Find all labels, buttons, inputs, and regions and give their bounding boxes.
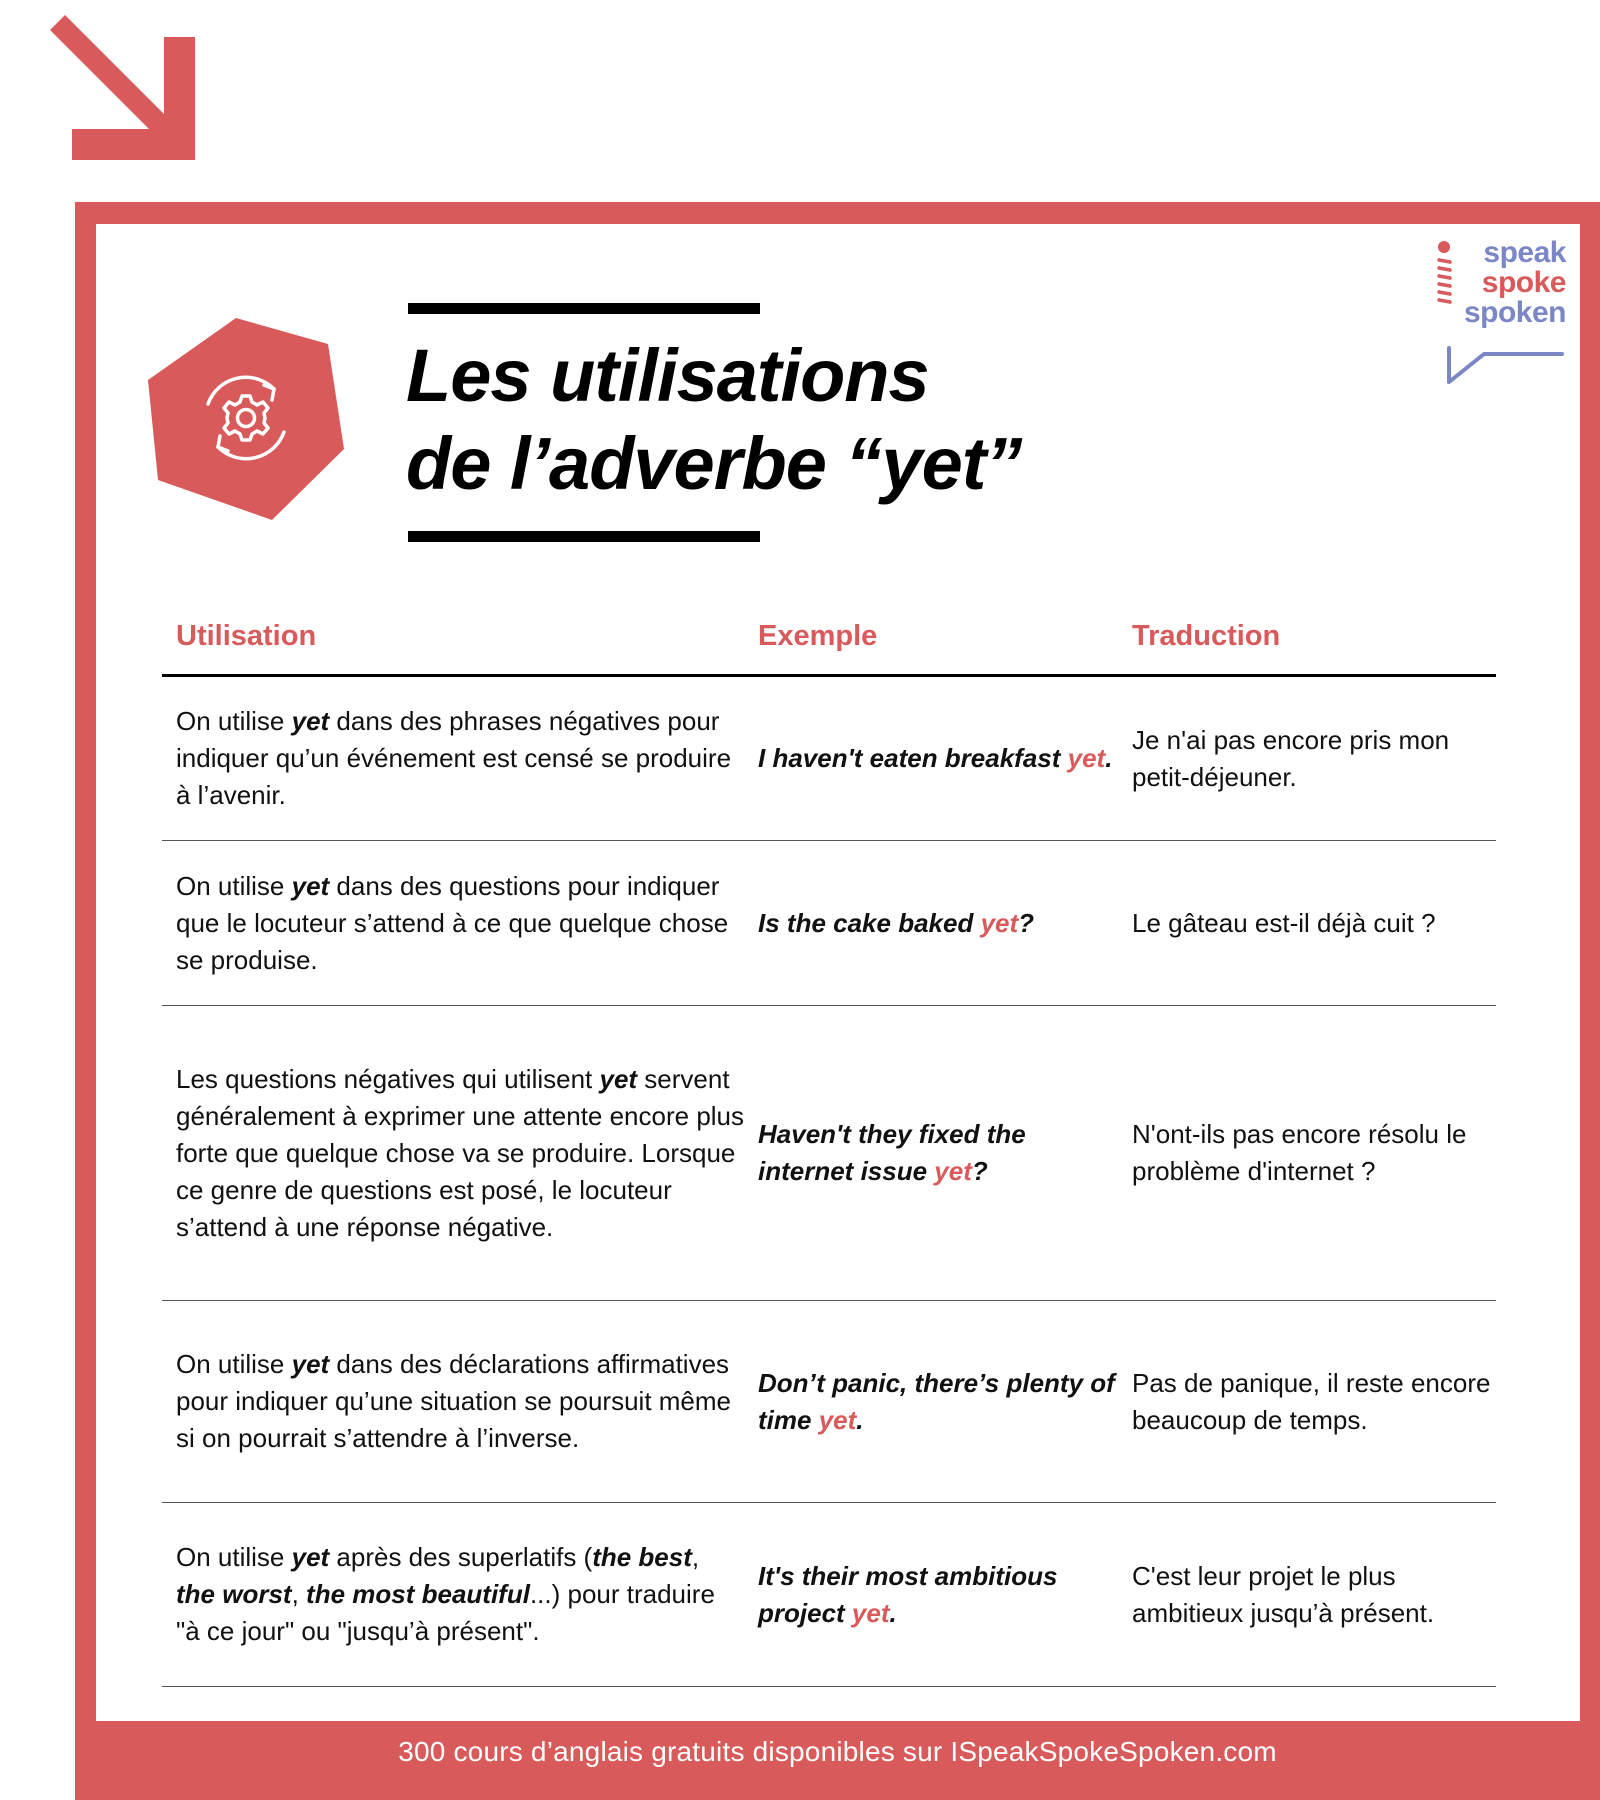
example-keyword: yet [818,1404,857,1435]
example-punct: . [856,1404,864,1435]
gear-cycle-icon [148,318,346,520]
logo-word-spoken: spoken [1463,296,1566,329]
usage-keyword: yet [291,870,330,901]
table-row [162,1006,1496,1301]
table-row [162,841,1496,1006]
usage-text: , [291,1579,307,1609]
example-punct: ? [1018,907,1035,938]
example-cell [758,1301,1120,1502]
usage-text: , [691,1542,700,1572]
example-text: I haven't eaten breakfast [758,743,1068,773]
example-punct: ? [971,1156,988,1186]
example-cell [758,677,1120,840]
table-row [162,1503,1496,1687]
logo-words [1436,238,1566,328]
example-text: Haven't they fixed the internet issue [758,1119,1026,1186]
translation-text: Pas de panique, il reste encore beaucoup de temps. [1132,1367,1491,1435]
translation-text: Le gâteau est-il déjà cuit ? [1132,907,1436,938]
translation-cell [1132,1006,1492,1300]
usage-cell [176,677,744,840]
usage-cell [176,841,744,1005]
usage-text: ...) pour traduire "à ce jour" ou "jusqu’à présent". [176,1579,715,1646]
translation-text: C'est leur projet le plus ambitieux jusqu’à présent. [1132,1560,1435,1628]
translation-cell [1132,1301,1492,1502]
translation-text: N'ont-ils pas encore résolu le problème d'internet ? [1132,1119,1467,1186]
table-header [162,612,1496,677]
example-text: It's their most ambitious project [758,1560,1058,1628]
usage-text: On utilise [176,1542,292,1572]
page-title [406,332,1366,508]
usage-keyword: the best [592,1542,692,1572]
logo-word-spoke: spoke [1481,266,1566,299]
usage-keyword: the worst [176,1579,292,1609]
usage-table [162,612,1496,1687]
usage-text: On utilise [176,1349,292,1379]
speech-bubble-icon [1444,346,1564,388]
example-punct: . [889,1597,897,1628]
example-keyword: yet [1067,743,1106,773]
translation-cell [1132,841,1492,1005]
example-keyword: yet [851,1597,890,1628]
title-line-2: de l’adverbe “yet” [406,422,1022,505]
usage-cell [176,1006,744,1300]
usage-cell [176,1503,744,1686]
title-line-1: Les utilisations [406,334,929,417]
usage-text: dans des questions pour indiquer que le locuteur s’attend à ce que quelque chose se produise. [176,870,729,975]
arrow-down-right-icon [50,15,200,161]
example-text: Don’t panic, there’s plenty of time [758,1367,1115,1435]
example-punct: . [1105,743,1113,773]
header-translation: Traduction [1132,620,1281,652]
footer-text: 300 cours d’anglais gratuits disponibles sur ISpeakSpokeSpoken.com [398,1736,1277,1767]
usage-cell [176,1301,744,1502]
usage-keyword: yet [291,1542,330,1572]
example-cell [758,1006,1120,1300]
logo-word-speak: speak [1483,236,1566,269]
example-cell [758,1503,1120,1686]
usage-text: servent généralement à exprimer une attente encore plus forte que quelque chose va se produire. Lorsque ce genre de questions est posé, le locuteur s’attend à une réponse négative. [176,1063,745,1242]
table-row [162,1301,1496,1503]
example-keyword: yet [980,907,1019,938]
translation-cell [1132,1503,1492,1686]
usage-keyword: yet [291,1349,330,1379]
usage-text: dans des déclarations affirmatives pour indiquer qu’une situation se poursuit même si on pourrait s’attendre à l’inverse. [176,1349,732,1453]
example-cell [758,841,1120,1005]
translation-cell [1132,677,1492,840]
usage-keyword: the most beautiful [306,1579,530,1609]
header-example: Exemple [758,620,878,652]
example-text: Is the cake baked [758,907,981,938]
table-row [162,677,1496,841]
usage-text: On utilise [176,706,292,736]
usage-text: Les questions négatives qui utilisent [176,1063,600,1094]
usage-text: On utilise [176,870,292,901]
usage-keyword: yet [599,1063,638,1094]
brand-logo [1436,238,1566,388]
title-rule-top [408,303,760,314]
header-usage: Utilisation [176,620,317,652]
usage-text: dans des phrases négatives pour indiquer qu’un événement est censé se produire à l’avenir. [176,706,732,810]
usage-keyword: yet [291,706,330,736]
translation-text: Je n'ai pas encore pris mon petit-déjeuner. [1132,724,1450,792]
title-rule-bottom [408,531,760,542]
example-keyword: yet [934,1156,972,1186]
usage-text: après des superlatifs ( [329,1542,593,1572]
